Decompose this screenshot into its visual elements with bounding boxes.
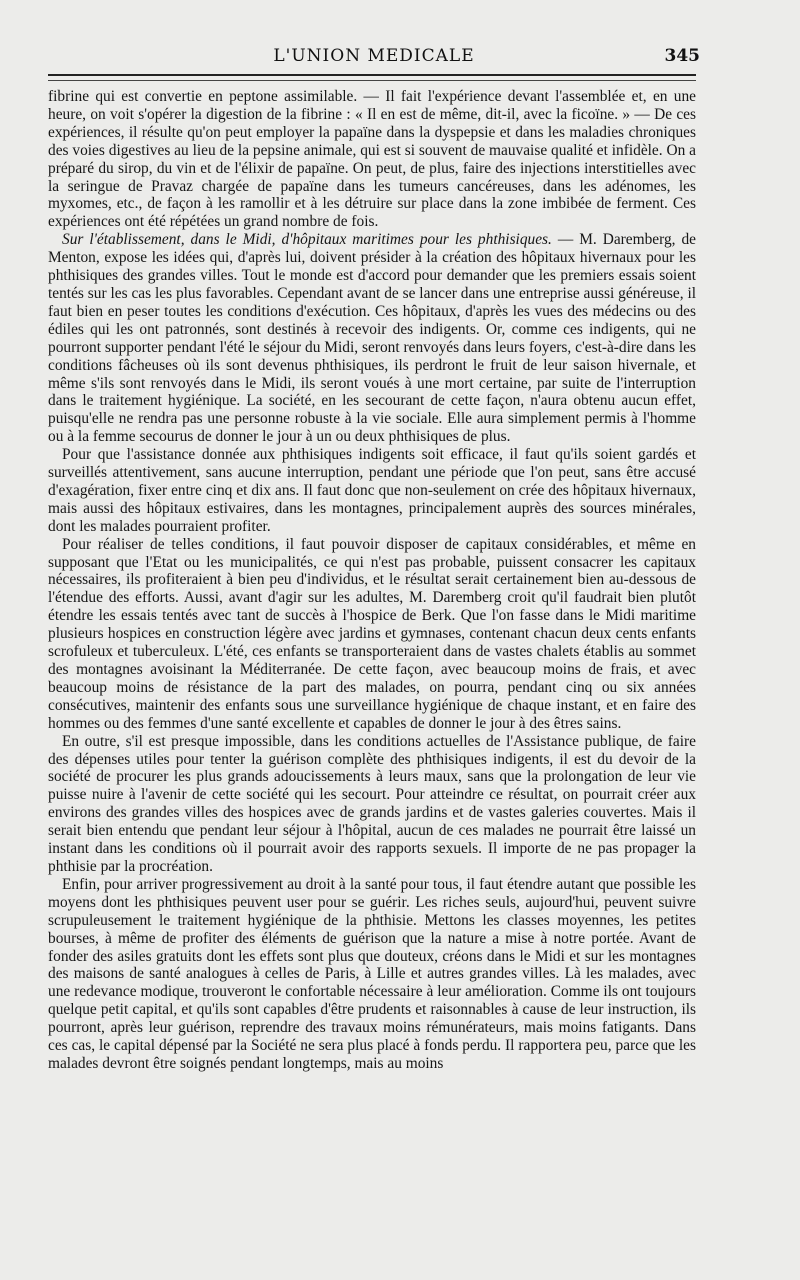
paragraph [48,231,696,446]
paragraph: En outre, s'il est presque impossible, dans les conditions actuelles de l'Assistance publique, de faire des dépenses utiles pour tenter la guérison complète des phthisiques indigents, il est du devoir de la société de procurer les plus grands adoucissements à leurs maux, sans que la prolongation de leur vie puisse nuire à l'avenir de cette société qui les secourt. Pour atteindre ce résultat, on pourrait créer aux environs des grandes villes des hospices avec de grands jardins et de vastes galeries couvertes. Mais il serait bien entendu que pendant leur séjour à l'hôpital, aucun de ces malades ne pourrait être laissé un instant dans les conditions où il pourrait avoir des rapports sexuels. Il importe de ne pas propager la phthisie par la procréation. [48,732,696,875]
section-heading: Sur l'établissement, dans le Midi, d'hôpitaux maritimes pour les phthisiques. [62,231,552,249]
page-header [48,46,700,72]
paragraph: Pour réaliser de telles conditions, il faut pouvoir disposer de capitaux considérables, et même en supposant que l'Etat ou les municipalités, ce qui n'est pas probable, puissent consacrer les capitaux nécessaires, ils profiteraient à bien peu d'individus, et le résultat serait certainement bien au-dessous de l'étendue des efforts. Aussi, avant d'agir sur les adultes, M. Daremberg croit qu'il faudrait bien plutôt étendre les essais tentés avec tant de succès à l'hospice de Berk. Que l'on fasse dans le Midi maritime plusieurs hospices en construction légère avec jardins et gymnases, contenant chacun deux cents enfants scrofuleux et tuberculeux. L'été, ces enfants se transporteraient dans de vastes chalets établis au sommet des montagnes avoisinant la Méditerranée. De cette façon, avec beaucoup moins de frais, et avec beaucoup moins de résistance de la part des malades, on pourra, pendant cinq ou six années consécutives, maintenir des enfants sous une surveillance hygiénique de chaque instant, et en faire des hommes ou des femmes d'une santé excellente et capables de donner le jour à des êtres sains. [48,535,696,732]
paragraph: Enfin, pour arriver progressivement au droit à la santé pour tous, il faut étendre autant que possible les moyens dont les phthisiques peuvent user pour se guérir. Les riches seuls, aujourd'hui, peuvent suivre scrupuleusement le traitement hygiénique de la phthisie. Mettons les classes moyennes, les petites bourses, à même de profiter des éléments de guérison que la nature a mise à notre portée. Avant de fonder des asiles gratuits dont les effets sont plus que douteux, créons dans le Midi et sur les montagnes des maisons de santé analogues à celles de Paris, à Lille et autres grandes villes. Là les malades, avec une redevance modique, trouveront le confortable nécessaire à leur amélioration. Comme ils ont toujours quelque petit capital, et qu'ils sont capables d'être prudents et raisonnables à cause de leur instruction, ils pourront, après leur guérison, reprendre des travaux moins rémunérateurs, mais moins fatigants. Dans ces cas, le capital dépensé par la Société ne sera plus placé à fonds perdu. Il rapportera peu, parce que les malades devront être soignés pendant longtemps, mais au moins [48,875,696,1072]
header-rule-thin [48,80,696,81]
paragraph: fibrine qui est convertie en peptone assimilable. — Il fait l'expérience devant l'assemblée et, en une heure, on voit s'opérer la digestion de la fibrine : « Il en est de même, dit-il, avec la ficoïne. » — De ces expériences, il résulte qu'on peut employer la papaïne dans la dyspepsie et dans les maladies chroniques des voies digestives au lieu de la pepsine animale, qui est si souvent de mauvaise qualité et infidèle. On a préparé du sirop, du vin et de l'élixir de papaïne. On peut, de plus, faire des injections interstitielles avec la seringue de Pravaz chargée de papaïne dans les tumeurs cancéreuses, dans les adénomes, les myxomes, etc., de façon à les ramollir et à les détruire sur place dans la zone imbibée de ferment. Ces expériences ont été répétées un grand nombre de fois. [48,88,696,231]
header-rule [48,74,696,76]
page-number: 345 [664,46,700,66]
article-body [48,88,696,1073]
paragraph-text: — M. Daremberg, de Menton, expose les idées qui, d'après lui, doivent présider à la création des hôpitaux hivernaux pour les phthisiques des grandes villes. Tout le monde est d'accord pour demander que les premiers essais soient tentés sur les cas les plus favorables. Cependant avant de se lancer dans une entreprise aussi généreuse, il faut bien en peser toutes les conditions d'exécution. Ces hôpitaux, d'après les vues des médecins ou des édiles qui les ont patronnés, sont destinés à recevoir des indigents. Or, comme ces indigents, qui ne pourront supporter pendant l'été le séjour du Midi, seront renvoyés dans leurs foyers, c'est-à-dire dans les conditions fâcheuses où ils sont devenus phthisiques, ils perdront le fruit de leur saison hivernale, et même s'ils sont renvoyés dans le Midi, ils seront voués à une mort certaine, par suite de l'interruption dans le traitement hygiénique. La société, en les secourant de cette façon, n'aura obtenu aucun effet, puisqu'elle ne rendra pas une personne robuste à la vie sociale. Elle aura simplement permis à l'homme ou à la femme secourus de donner le jour à un ou deux phthisiques de plus. [48,231,697,446]
paragraph: Pour que l'assistance donnée aux phthisiques indigents soit efficace, il faut qu'ils soient gardés et surveillés attentivement, sans aucune interruption, pendant une période que l'on peut, sans être accusé d'exagération, fixer entre cinq et dix ans. Il faut donc que non-seulement on crée des hôpitaux hivernaux, mais aussi des hôpitaux estivaires, dans les montagnes, principalement auprès des sources minérales, dont les malades pourraient profiter. [48,446,696,535]
running-title: L'UNION MEDICALE [273,46,475,66]
